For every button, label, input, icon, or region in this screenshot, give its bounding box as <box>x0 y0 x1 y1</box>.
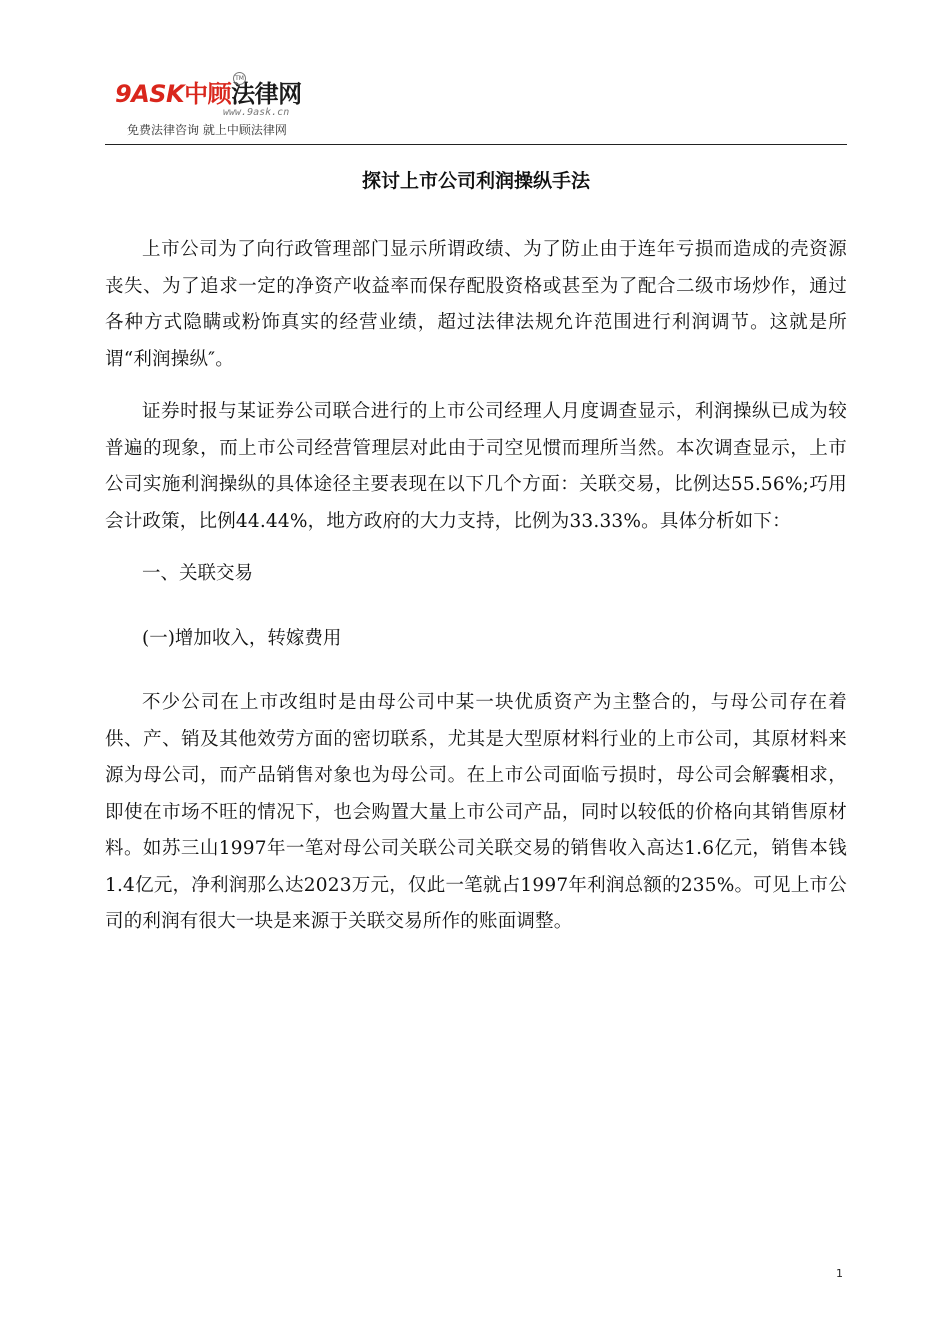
logo-wordmark <box>115 80 302 108</box>
page-header <box>105 70 847 145</box>
paragraph-related-transactions: 不少公司在上市改组时是由母公司中某一块优质资产为主整合的，与母公司存在着供、产、销及其他效劳方面的密切联系，尤其是大型原材料行业的上市公司，其原材料来源为母公司，而产品销售对象也为母公司。在上市公司面临亏损时，母公司会解囊相求，即使在市场不旺的情况下，也会购置大量上市公司产品，同时以较低的价格向其销售原材料。如苏三山1997年一笔对母公司关联公司关联交易的销售收入高达1.6亿元，销售本钱1.4亿元，净利润那么达2023万元，仅此一笔就占1997年利润总额的235%。可见上市公司的利润有很大一块是来源于关联交易所作的账面调整。 <box>105 692 847 932</box>
logo-brand-cn-red: 中顾 <box>184 80 232 108</box>
logo-slogan: 免费法律咨询 就上中顾法律网 <box>127 123 287 137</box>
section-heading: 一、关联交易 <box>142 563 254 584</box>
site-logo <box>115 72 375 142</box>
paragraph-survey: 证券时报与某证券公司联合进行的上市公司经理人月度调查显示，利润操纵已成为较普遍的现象，而上市公司经营管理层对此由于司空见惯而理所当然。本次调查显示，上市公司实施利润操纵的具体途径主要表现在以下几个方面：关联交易，比例达55.56%;巧用会计政策，比例44.44%，地方政府的大力支持，比例为33.33%。具体分析如下： <box>105 401 847 532</box>
document-body <box>105 232 847 957</box>
logo-brand-latin: 9ASK <box>115 80 185 108</box>
trademark-icon <box>233 72 246 85</box>
logo-brand-cn-dark: 法律网 <box>231 80 302 108</box>
page-number: 1 <box>836 1267 843 1280</box>
trademark-text: TM <box>235 75 244 82</box>
paragraph-intro: 上市公司为了向行政管理部门显示所谓政绩、为了防止由于连年亏损而造成的壳资源丧失、为了追求一定的净资产收益率而保存配股资格或甚至为了配合二级市场炒作，通过各种方式隐瞒或粉饰真实的经营业绩，超过法律法规允许范围进行利润调节。这就是所谓“利润操纵″。 <box>105 239 847 370</box>
subsection-heading: (一)增加收入，转嫁费用 <box>142 627 342 649</box>
document-title: 探讨上市公司利润操纵手法 <box>361 170 590 192</box>
logo-url: www.9ask.cn <box>223 107 290 118</box>
